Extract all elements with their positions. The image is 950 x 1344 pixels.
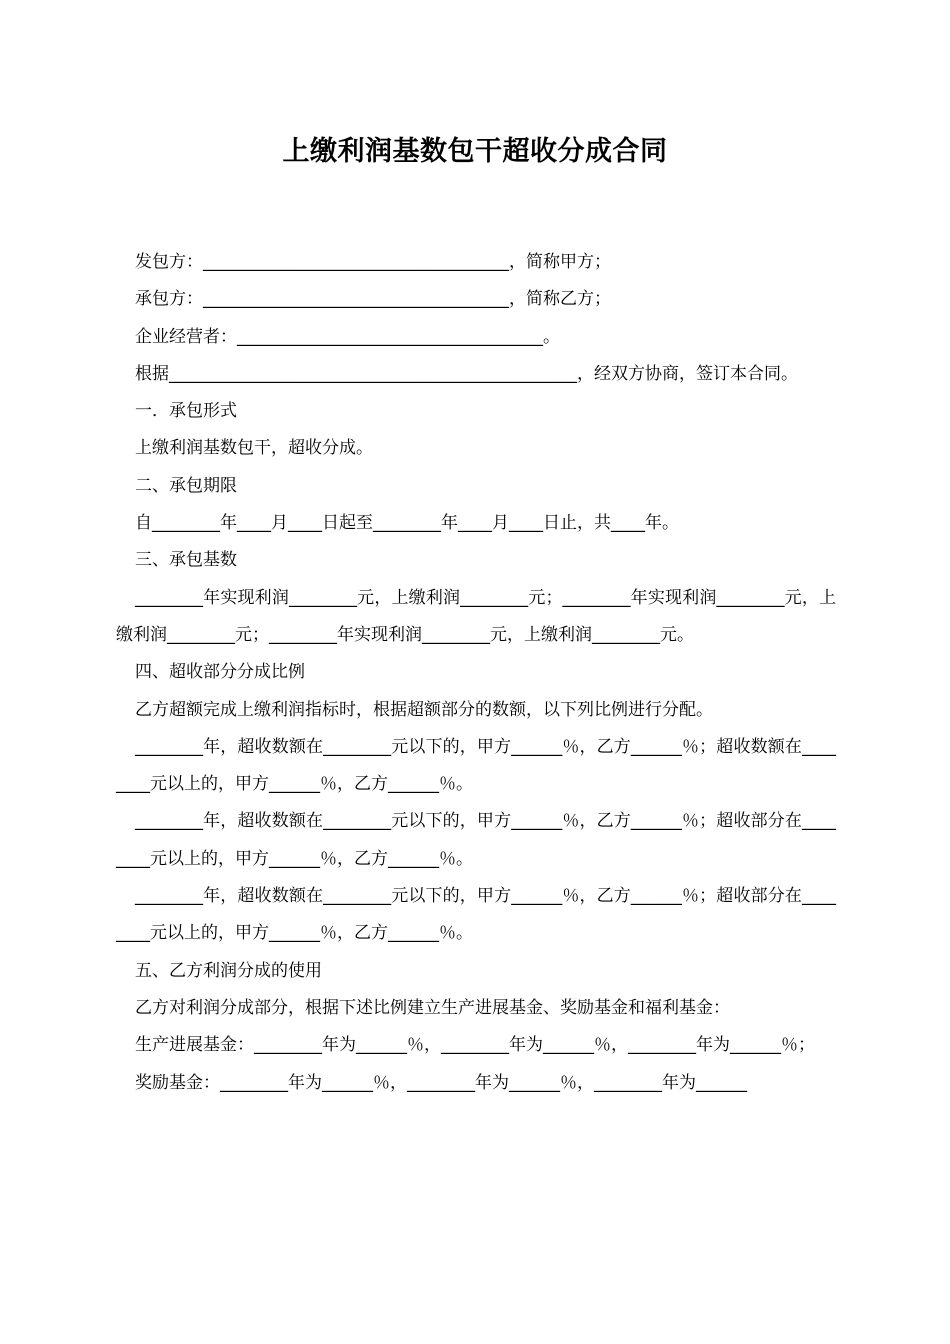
- clause-issuer: 发包方：____________________________________，简称甲方；: [135, 252, 611, 272]
- document-body: [116, 244, 836, 1102]
- clause-usage-intro: 乙方对利润分成部分，根据下述比例建立生产进展基金、奖励基金和福利基金：: [135, 997, 730, 1018]
- section-heading-base: 三、承包基数: [135, 550, 237, 571]
- clause-ratio-year-2: ________年，超收数额在________元以下的，甲方______％，乙方______％；超收部分在________元以上的，甲方______％，乙方______％。: [116, 811, 836, 869]
- section-heading-usage: 五、乙方利润分成的使用: [135, 960, 322, 981]
- document-title: 上缴利润基数包干超收分成合同: [282, 136, 668, 167]
- clause-form: 上缴利润基数包干，超收分成。: [135, 438, 373, 459]
- clause-basis: 根据________________________________________________，经双方协商，签订本合同。: [135, 363, 798, 384]
- clause-contractor: 承包方：____________________________________，简称乙方；: [135, 289, 611, 310]
- clause-reward-fund: 奖励基金：________年为______％，________年为______％，________年为______: [135, 1072, 747, 1093]
- clause-ratio-year-1: ________年，超收数额在________元以下的，甲方______％，乙方______％；超收数额在________元以上的，甲方______％，乙方______％。: [116, 736, 836, 795]
- clause-base: ________年实现利润________元，上缴利润________元；________年实现利润________元，上缴利润________元；________年实现利润________元，上缴利润________元。: [116, 587, 836, 645]
- section-heading-form: 一．承包形式: [135, 401, 237, 422]
- clause-ratio-year-3: ________年，超收数额在________元以下的，甲方______％，乙方______％；超收部分在________元以上的，甲方______％，乙方______％。: [116, 886, 836, 944]
- clause-term: 自________年____月____日起至________年____月____日止，共____年。: [135, 513, 679, 534]
- clause-operator: 企业经营者：____________________________________。: [135, 326, 560, 347]
- section-heading-term: 二、承包期限: [135, 475, 237, 496]
- clause-ratio-intro: 乙方超额完成上缴利润指标时，根据超额部分的数额，以下列比例进行分配。: [135, 699, 713, 720]
- section-heading-ratio: 四、超收部分分成比例: [135, 662, 305, 683]
- clause-production-fund: 生产进展基金：________年为______％，________年为______％，________年为______％；: [135, 1035, 815, 1056]
